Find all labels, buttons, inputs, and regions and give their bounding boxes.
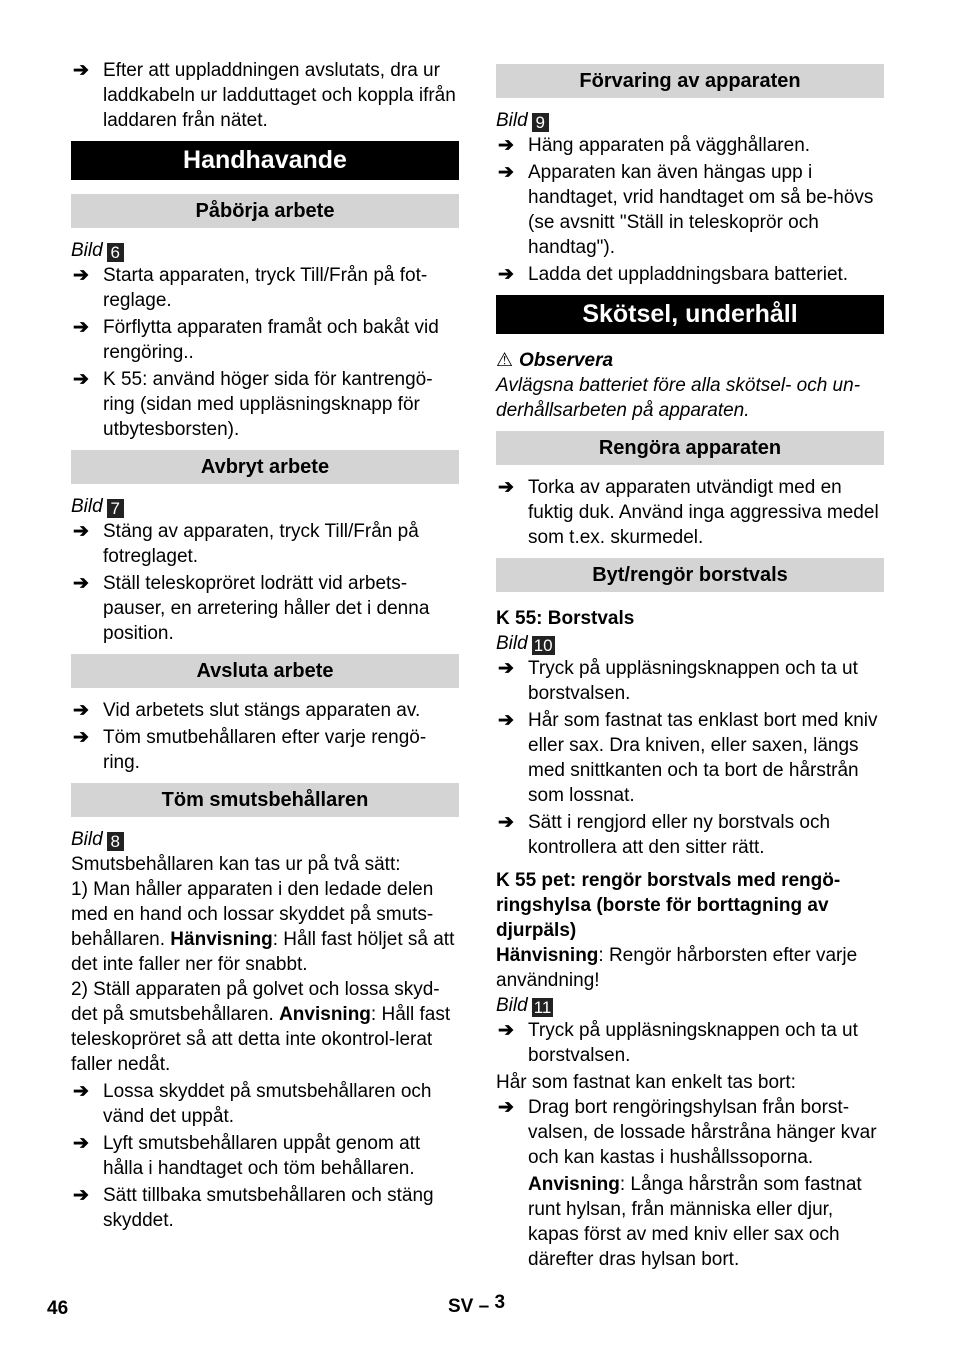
arrow-right-icon: ➔ [73,1185,89,1206]
paragraph: Hår som fastnat kan enkelt tas bort: [496,1072,796,1093]
list-item: ➔ Lossa skyddet på smutsbehållaren och vänd det uppåt. [73,1081,432,1127]
subsection-title: Påbörja arbete [71,194,459,228]
warning-triangle-icon: ⚠ [496,350,514,371]
arrow-right-icon: ➔ [73,1133,89,1154]
list-item: ➔ Tryck på uppläsningsknappen och ta ut borstvalsen. [498,1020,858,1066]
paragraph: Hänvisning: Rengör hårborsten efter varje användning! [496,945,858,991]
right-column [496,56,884,1274]
list-item: ➔ Vid arbetets slut stängs apparaten av. [73,700,421,721]
arrow-right-icon: ➔ [73,265,89,286]
list-item: ➔ Förflytta apparaten framåt och bakåt vid rengöring.. [73,317,439,363]
subheading: K 55 pet: rengör borstvals med rengö-ringshylsa (borste för borttagning av djurpäls) [496,870,841,941]
subheading: K 55: Borstvals [496,608,635,629]
list-item: ➔ K 55: använd höger sida för kantrengö-ring (sidan med uppläsningsknapp för utbytesborsten). [73,369,433,440]
figure-number: 10 [533,636,553,655]
arrow-right-icon: ➔ [498,1020,514,1041]
list-item: ➔ Lyft smutsbehållaren uppåt genom att hålla i handtaget och töm behållaren. [73,1133,421,1179]
list-item: ➔ Sätt tillbaka smutsbehållaren och stäng skyddet. [73,1185,434,1231]
figure-reference: Bild 7 [71,494,459,519]
list-item: ➔ Starta apparaten, tryck Till/Från på fot-reglage. [73,265,428,311]
list-item: ➔ Töm smutbehållaren efter varje rengö-ring. [73,727,427,773]
subsection-title: Rengöra apparaten [496,431,884,465]
section-title-handhavande: Handhavande [71,141,459,180]
subsection-title: Byt/rengör borstvals [496,558,884,592]
figure-reference: Bild 10 [496,633,553,655]
figure-number: 9 [532,113,549,132]
list-item: ➔ Torka av apparaten utvändigt med en fuktig duk. Använd inga aggressiva medel som t.ex. skurmedel. [498,477,879,548]
arrow-right-icon: ➔ [73,1081,89,1102]
figure-reference: Bild 9 [496,108,884,133]
figure-reference: Bild 6 [71,238,459,263]
arrow-right-icon: ➔ [73,521,89,542]
figure-reference: Bild 8 [71,827,459,852]
paragraph: 2) Ställ apparaten på golvet och lossa skyd-det på smutsbehållaren. Anvisning: Håll fast teleskopröret så att detta inte okontrol-lerat faller nedåt. [71,979,451,1075]
arrow-right-icon: ➔ [498,658,514,679]
left-column [71,58,459,1235]
list-item: ➔ Häng apparaten på vägghållaren. [498,135,811,156]
arrow-right-icon: ➔ [498,812,514,833]
figure-number: 11 [533,998,552,1017]
arrow-right-icon: ➔ [73,317,89,338]
list-item: ➔ Ladda det uppladdningsbara batteriet. [498,264,849,285]
list-item: ➔ Tryck på uppläsningsknappen och ta ut borstvalsen. [498,658,858,704]
note-heading: ⚠ Observera [496,350,614,371]
arrow-right-icon: ➔ [73,700,89,721]
arrow-right-icon: ➔ [498,162,514,183]
list-item: ➔ Ställ teleskopröret lodrätt vid arbets-pauser, en arretering håller det i denna position. [73,573,430,644]
page-number: 46 [47,1298,69,1319]
figure-reference: Bild 11 [496,995,552,1017]
arrow-right-icon: ➔ [73,369,89,390]
subsection-title: Avsluta arbete [71,654,459,688]
paragraph: 1) Man håller apparaten i den ledade delen med en hand och lossar skyddet på smuts-behållaren. Hänvisning: Håll fast höljet så att det inte faller ner för snabbt. [71,879,455,975]
arrow-right-icon: ➔ [73,727,89,748]
arrow-right-icon: ➔ [498,477,514,498]
list-item: ➔ Apparaten kan även hängas upp i handtaget, vrid handtaget om så be-hövs (se avsnitt "Ställ in teleskoprör och handtag"). [498,162,874,258]
list-item: ➔ Stäng av apparaten, tryck Till/Från på fotreglaget. [73,521,419,567]
subsection-title: Förvaring av apparaten [496,64,884,98]
paragraph: Smutsbehållaren kan tas ur på två sätt: [71,854,401,875]
figure-number: 8 [107,832,124,851]
list-item: ➔ Drag bort rengöringshylsan från borst-valsen, de lossade hårstråna hänger kvar och kan kastas i hushållssoporna. [498,1097,877,1168]
subsection-title: Avbryt arbete [71,450,459,484]
page-footer-label: SV – 3 [448,1292,506,1317]
list-item: ➔ Efter att uppladdningen avslutats, dra ur laddkabeln ur ladduttaget och koppla ifrån laddaren från nätet. [73,60,456,131]
arrow-right-icon: ➔ [498,264,514,285]
arrow-right-icon: ➔ [73,573,89,594]
paragraph: Anvisning: Långa hårstrån som fastnat runt hylsan, från människa eller djur, kapas först av med kniv eller sax och därefter dras hylsan bort. [528,1174,862,1270]
list-item: ➔ Sätt i rengjord eller ny borstvals och kontrollera att den sitter rätt. [498,812,831,858]
section-title-skotsel: Skötsel, underhåll [496,295,884,334]
arrow-right-icon: ➔ [498,135,514,156]
note-text: Avlägsna batteriet före alla skötsel- och un-derhållsarbeten på apparaten. [496,375,861,421]
arrow-right-icon: ➔ [73,60,89,81]
arrow-right-icon: ➔ [498,1097,514,1118]
figure-number: 6 [107,243,124,262]
subsection-title: Töm smutsbehållaren [71,783,459,817]
arrow-right-icon: ➔ [498,710,514,731]
figure-number: 7 [107,499,124,518]
list-item: ➔ Hår som fastnat tas enklast bort med kniv eller sax. Dra kniven, eller saxen, längs med snittkanten och ta bort de hårstrån som lossnat. [498,710,878,806]
